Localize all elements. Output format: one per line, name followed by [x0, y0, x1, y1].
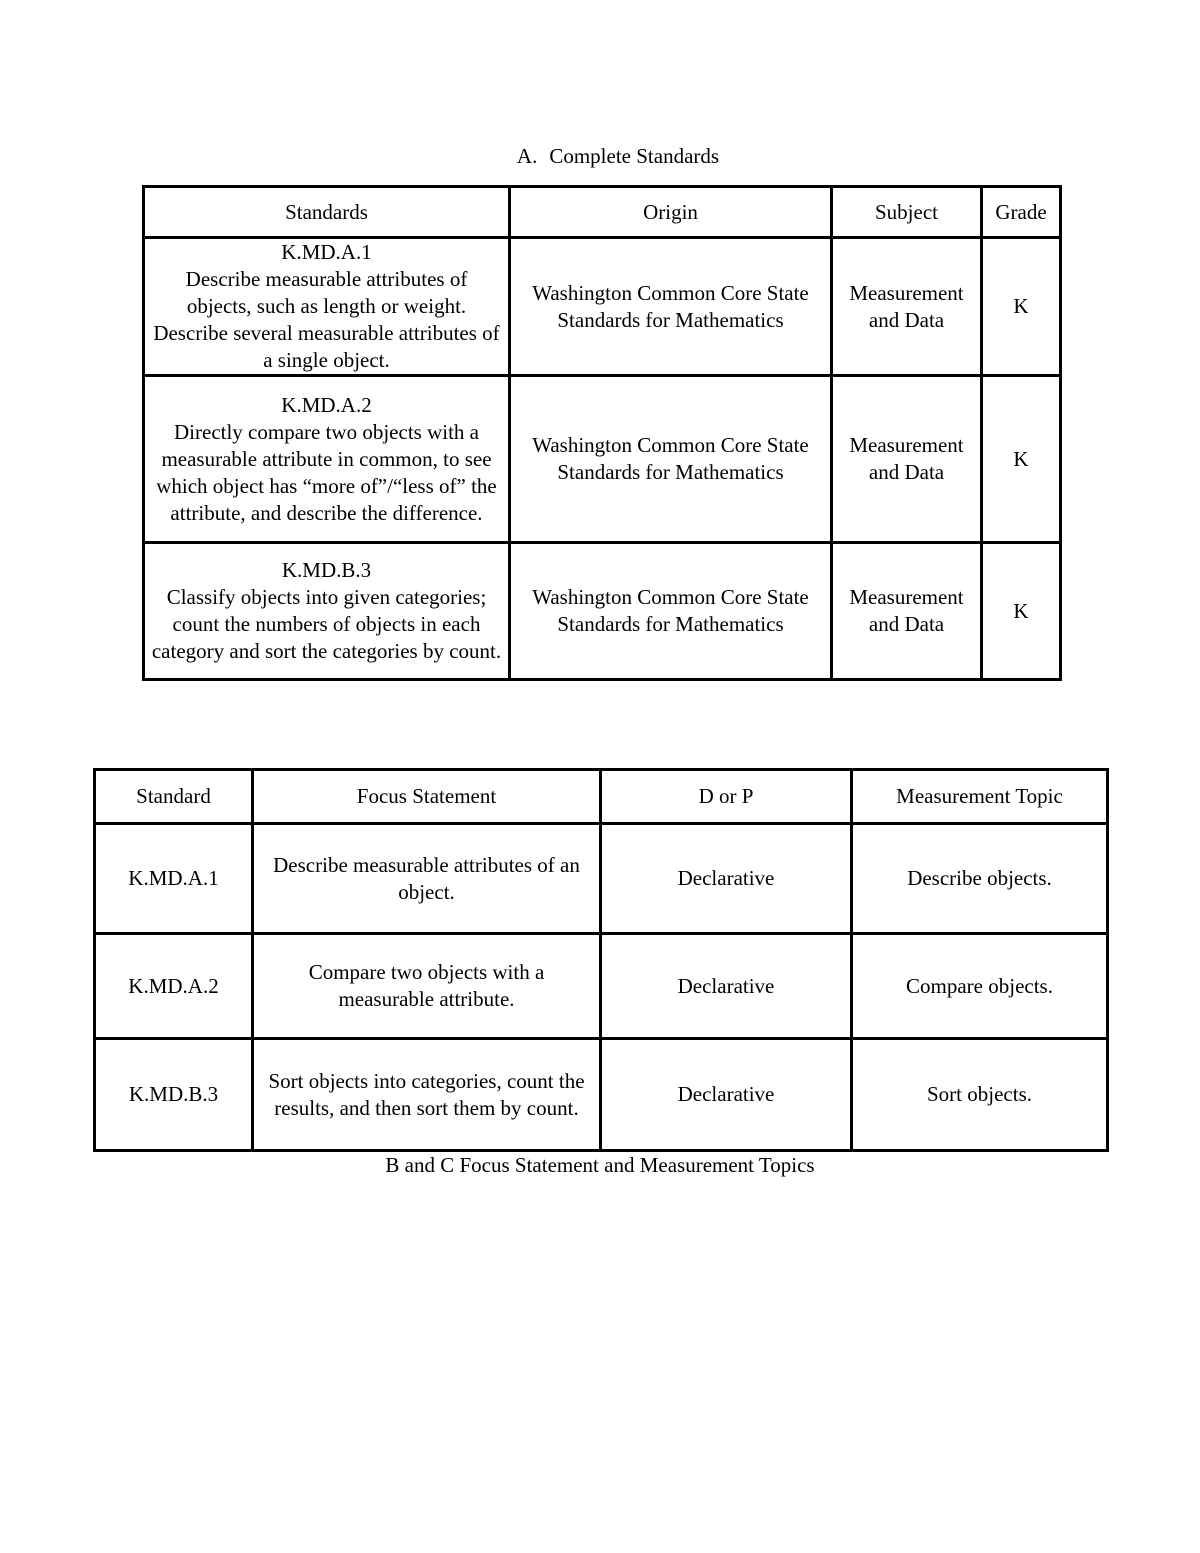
subject-cell: Measurement and Data	[832, 238, 982, 376]
complete-standards-table	[142, 185, 1062, 681]
table-row	[144, 376, 1061, 543]
subject-cell: Measurement and Data	[832, 543, 982, 680]
grade-cell: K	[982, 376, 1061, 543]
standard-cell: K.MD.B.3	[95, 1039, 253, 1151]
section-a-title: Complete Standards	[549, 144, 720, 168]
header-grade: Grade	[982, 187, 1061, 238]
d-or-p-cell: Declarative	[601, 934, 852, 1039]
topic-cell: Sort objects.	[852, 1039, 1108, 1151]
header-standard: Standard	[95, 770, 253, 824]
grade-cell: K	[982, 543, 1061, 680]
d-or-p-cell: Declarative	[601, 824, 852, 934]
origin-cell: Washington Common Core State Standards for Mathematics	[510, 238, 832, 376]
header-standards: Standards	[144, 187, 510, 238]
focus-statement-table	[93, 768, 1109, 1152]
focus-cell: Compare two objects with a measurable attribute.	[253, 934, 601, 1039]
d-or-p-cell: Declarative	[601, 1039, 852, 1151]
focus-cell: Sort objects into categories, count the results, and then sort them by count.	[253, 1039, 601, 1151]
origin-cell: Washington Common Core State Standards for Mathematics	[510, 543, 832, 680]
table-row	[95, 824, 1108, 934]
topic-cell: Describe objects.	[852, 824, 1108, 934]
table-row	[95, 934, 1108, 1039]
standard-description: Classify objects into given categories; count the numbers of objects in each category and sort the categories by count.	[151, 585, 502, 663]
origin-cell: Washington Common Core State Standards for Mathematics	[510, 376, 832, 543]
grade-cell: K	[982, 238, 1061, 376]
standard-cell	[144, 238, 510, 376]
header-origin: Origin	[510, 187, 832, 238]
standard-cell: K.MD.A.2	[95, 934, 253, 1039]
standard-cell	[144, 376, 510, 543]
table-row	[144, 543, 1061, 680]
header-d-or-p: D or P	[601, 770, 852, 824]
section-a-heading	[0, 143, 1200, 169]
header-subject: Subject	[832, 187, 982, 238]
table-row	[95, 1039, 1108, 1151]
table-caption: B and C Focus Statement and Measurement Topics	[385, 1153, 815, 1177]
subject-cell: Measurement and Data	[832, 376, 982, 543]
topic-cell: Compare objects.	[852, 934, 1108, 1039]
focus-cell: Describe measurable attributes of an object.	[253, 824, 601, 934]
standard-description: Describe measurable attributes of objects, such as length or weight. Describe several measurable attributes of a single object.	[153, 267, 500, 372]
table-header-row	[95, 770, 1108, 824]
table-row	[144, 238, 1061, 376]
standard-cell: K.MD.A.1	[95, 824, 253, 934]
header-measurement-topic: Measurement Topic	[852, 770, 1108, 824]
section-a-marker: A.	[516, 144, 538, 168]
table-header-row	[144, 187, 1061, 238]
standard-code: K.MD.A.2	[281, 392, 372, 417]
standard-code: K.MD.B.3	[281, 558, 372, 582]
standard-code: K.MD.A.1	[281, 240, 372, 264]
standard-description: Directly compare two objects with a measurable attribute in common, to see which object has “more of”/“less of” the attribute, and describe the difference.	[156, 419, 497, 525]
standard-cell	[144, 543, 510, 680]
header-focus-statement: Focus Statement	[253, 770, 601, 824]
